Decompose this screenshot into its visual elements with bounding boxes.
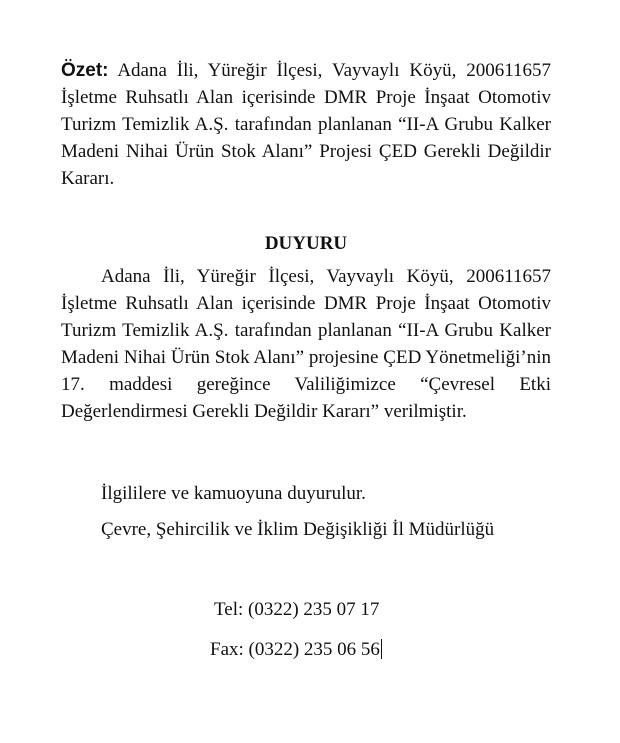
summary-text: Adana İli, Yüreğir İlçesi, Vayvaylı Köyü, 200611657 İşletme Ruhsatlı Alan içerisinde DMR Proje İnşaat Otomotiv Turizm Temizlik A.Ş. tarafından planlanan “II-A Grubu Kalker Madeni Nihai Ürün Stok Alanı” Projesi ÇED Gerekli Değildir Kararı. xyxy=(61,60,551,189)
tel-line: Tel: (0322) 235 07 17 xyxy=(214,599,380,620)
summary-label: Özet: xyxy=(61,60,109,81)
fax-line xyxy=(210,636,382,663)
document-page xyxy=(61,57,551,660)
announcement-body: Adana İli, Yüreğir İlçesi, Vayvaylı Köyü, 200611657 İşletme Ruhsatlı Alan içerisinde DMR Proje İnşaat Otomotiv Turizm Temizlik A.Ş. tarafından planlanan “II-A Grubu Kalker Madeni Nihai Ürün Stok Alanı” projesine ÇED Yönetmeliği’nin 17. maddesi gereğince Valiliğimizce “Çevresel Etki Değerlendirmesi Gerekli Değildir Kararı” verilmiştir. xyxy=(61,266,551,422)
notice-text: İlgililere ve kamuoyuna duyurulur. xyxy=(101,483,366,504)
announcement-heading: DUYURU xyxy=(264,233,348,254)
text-cursor xyxy=(381,639,382,659)
summary-paragraph xyxy=(61,57,551,192)
issuer-text: Çevre, Şehircilik ve İklim Değişikliği İl Müdürlüğü xyxy=(101,519,495,540)
fax-text: Fax: (0322) 235 06 56 xyxy=(210,639,380,660)
